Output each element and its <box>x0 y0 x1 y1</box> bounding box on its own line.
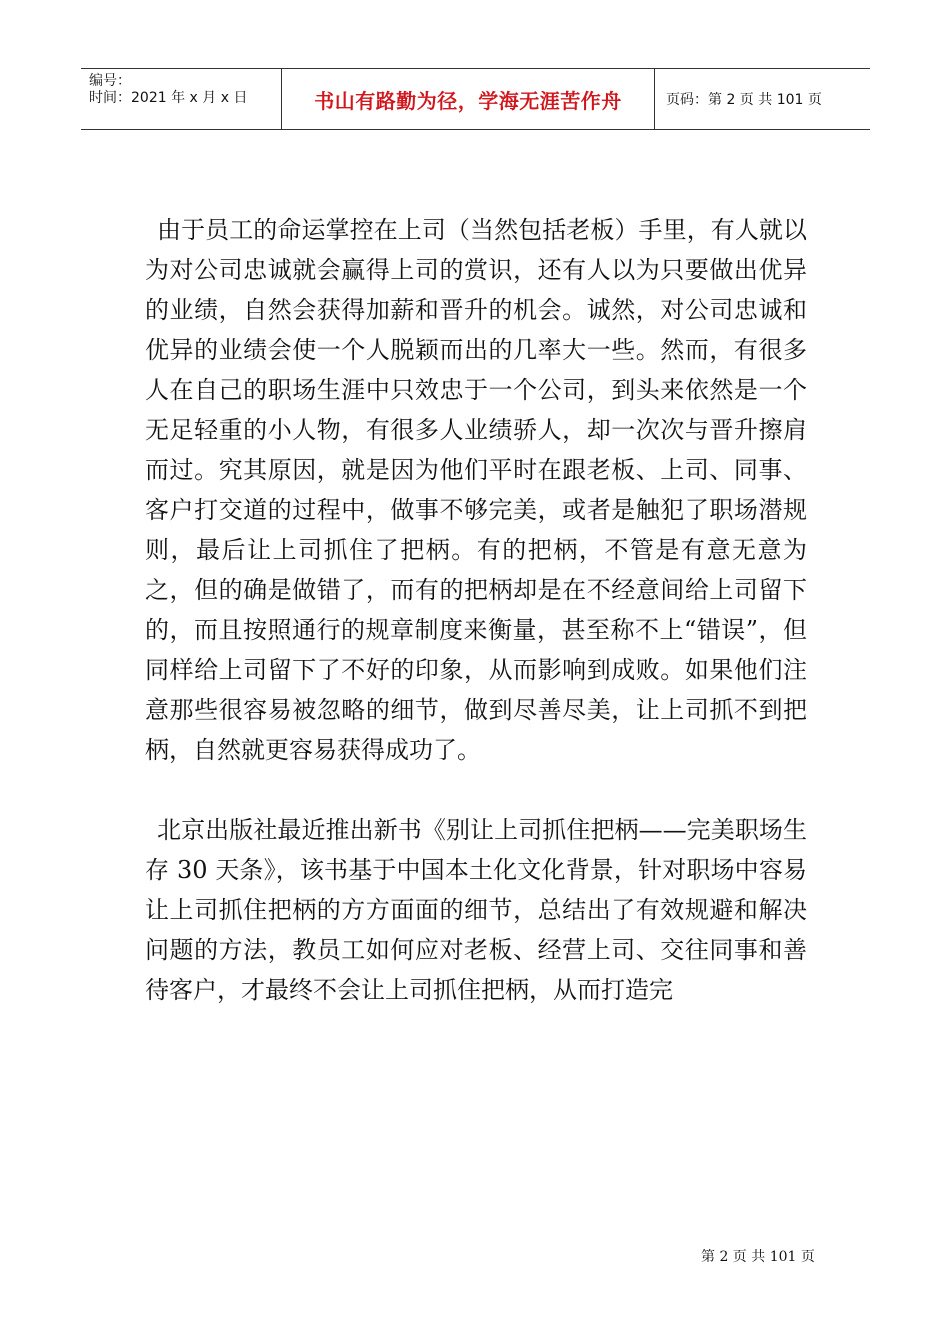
header-page-number: 页码：第 2 页 共 101 页 <box>666 92 822 108</box>
document-date-label: 时间：2021 年 x 月 x 日 <box>89 90 248 106</box>
page-footer-number: 第 2 页 共 101 页 <box>701 1249 815 1265</box>
body-paragraph-1: 由于员工的命运掌控在上司（当然包括老板）手里，有人就以为对公司忠诚就会赢得上司的赏识，还有人以为只要做出优异的业绩，自然会获得加薪和晋升的机会。诚然，对公司忠诚和优异的业绩会使一个人脱颖而出的几率大一些。然而，有很多人在自己的职场生涯中只效忠于一个公司，到头来依然是一个无足轻重的小人物，有很多人业绩骄人，却一次次与晋升擦肩而过。究其原因，就是因为他们平时在跟老板、上司、同事、客户打交道的过程中，做事不够完美，或者是触犯了职场潜规则，最后让上司抓住了把柄。有的把柄，不管是有意无意为之，但的确是做错了，而有的把柄却是在不经意间给上司留下的，而且按照通行的规章制度来衡量，甚至称不上“错误”，但同样给上司留下了不好的印象，从而影响到成败。如果他们注意那些很容易被忽略的细节，做到尽善尽美，让上司抓不到把柄，自然就更容易获得成功了。 <box>145 216 807 764</box>
page-header <box>81 68 870 130</box>
document-body <box>145 210 807 1010</box>
body-paragraph-2: 北京出版社最近推出新书《别让上司抓住把柄——完美职场生存 30 天条》，该书基于中国本土化文化背景，针对职场中容易让上司抓住把柄的方方面面的细节，总结出了有效规避和解决问题的方法，教员工如何应对老板、经营上司、交往同事和善待客户，才最终不会让上司抓住把柄，从而打造完 <box>145 816 807 1004</box>
header-meta <box>81 69 282 129</box>
header-motto: 书山有路勤为径，学海无涯苦作舟 <box>282 69 655 129</box>
document-number-label: 编号： <box>89 73 131 89</box>
